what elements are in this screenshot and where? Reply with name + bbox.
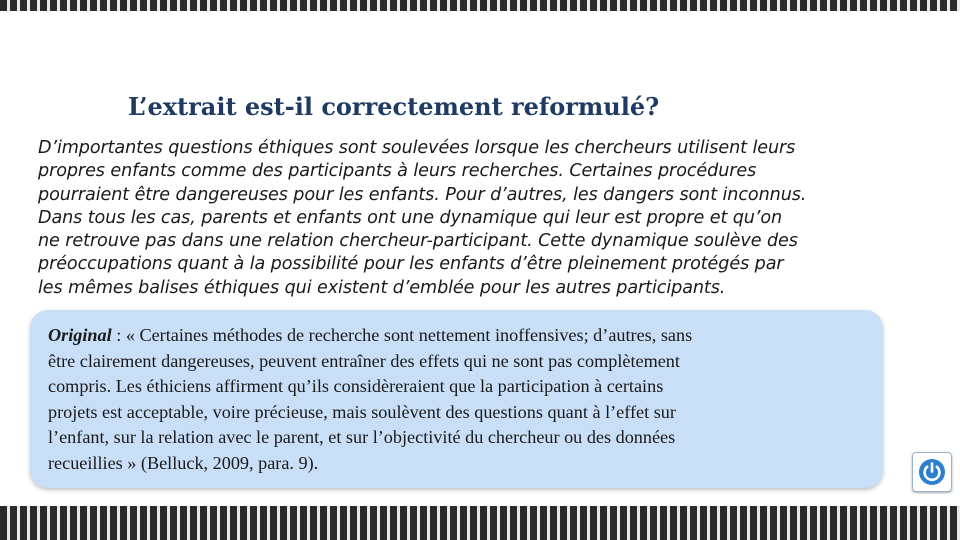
power-button[interactable] bbox=[912, 452, 952, 492]
top-decorative-bar bbox=[0, 0, 960, 11]
original-quote bbox=[48, 323, 868, 476]
original-quote-text: : « Certaines méthodes de recherche sont nettement inoffensives; d’autres, sans être clairement dangereuses, peuvent entraîner des effets qui ne sont pas complètement compris. Les éthiciens affirment qu’ils considèreraient que la participation à certains projets est acceptable, voire précieuse, mais soulèvent des questions quant à l’effet sur l’enfant, sur la relation avec le parent, et sur l’objectivité du chercheur ou des données recueillies » (Belluck, 2009, para. 9). bbox=[48, 325, 693, 473]
original-label: Original bbox=[48, 325, 112, 345]
bottom-decorative-bar bbox=[0, 506, 960, 540]
paraphrase-text: D’importantes questions éthiques sont soulevées lorsque les chercheurs utilisent leurs propres enfants comme des participants à leurs recherches. Certaines procédures pourraient être dangereuses pour les enfants. Pour d’autres, les dangers sont inconnus. Dans tous les cas, parents et enfants ont une dynamique qui leur est propre et qu’on ne retrouve pas dans une relation chercheur-participant. Cette dynamique soulève des préoccupations quant à la possibilité pour les enfants d’être pleinement protégés par les mêmes balises éthiques qui existent d’emblée pour les autres participants. bbox=[38, 138, 807, 298]
power-icon bbox=[917, 457, 947, 487]
slide-title: L’extrait est-il correctement reformulé? bbox=[128, 92, 660, 121]
